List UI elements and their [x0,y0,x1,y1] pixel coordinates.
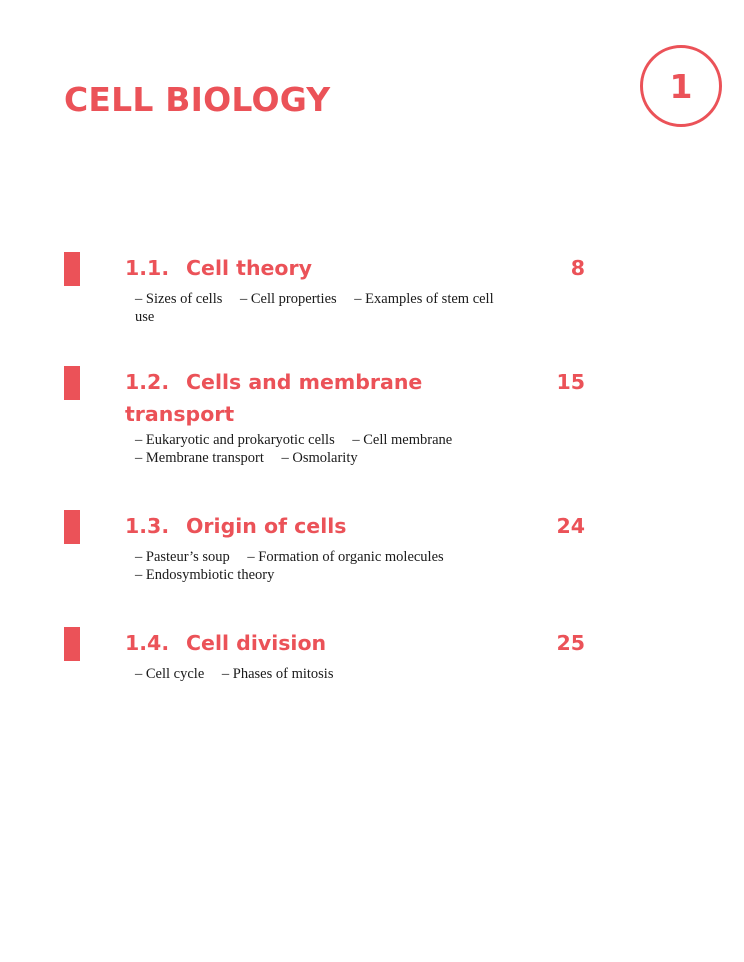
section-title: Cell theory [186,256,312,280]
section-title: Cell division [186,631,327,655]
section-heading[interactable] [125,366,445,430]
section-page-number: 8 [570,256,585,280]
topic-item: – Osmolarity [281,450,358,466]
section-page-number: 25 [556,631,585,655]
section-page-number: 24 [556,514,585,538]
section-marker [64,252,80,286]
section-number: 1.4. [125,631,170,655]
section-topics [135,290,495,326]
topic-item: – Pasteur’s soup [135,549,230,565]
topic-item: – Cell properties [240,291,337,307]
topic-item: – Eukaryotic and prokaryotic cells [135,432,335,448]
topic-item: – Cell membrane [352,432,453,448]
section-title: Cells and membrane transport [125,370,423,426]
section-marker [64,627,80,661]
section-number: 1.1. [125,256,170,280]
chapter-number-badge: 1 [640,45,722,127]
section-title: Origin of cells [186,514,347,538]
topic-item: – Endosymbiotic theory [135,567,275,583]
topic-item: – Phases of mitosis [221,666,334,682]
topic-item: – Formation of organic molecules [247,549,444,565]
topic-item: – Cell cycle [135,666,205,682]
section-number: 1.3. [125,514,170,538]
section-marker [64,510,80,544]
section-topics [135,431,505,467]
section-topics [135,665,505,683]
section-marker [64,366,80,400]
section-number: 1.2. [125,370,170,394]
topic-item: – Examples of stem cell use [135,291,494,325]
section-page-number: 15 [556,370,585,394]
topic-item: – Sizes of cells [135,291,223,307]
topic-item: – Membrane transport [135,450,264,466]
chapter-title: CELL BIOLOGY [64,80,331,119]
section-topics [135,548,505,584]
